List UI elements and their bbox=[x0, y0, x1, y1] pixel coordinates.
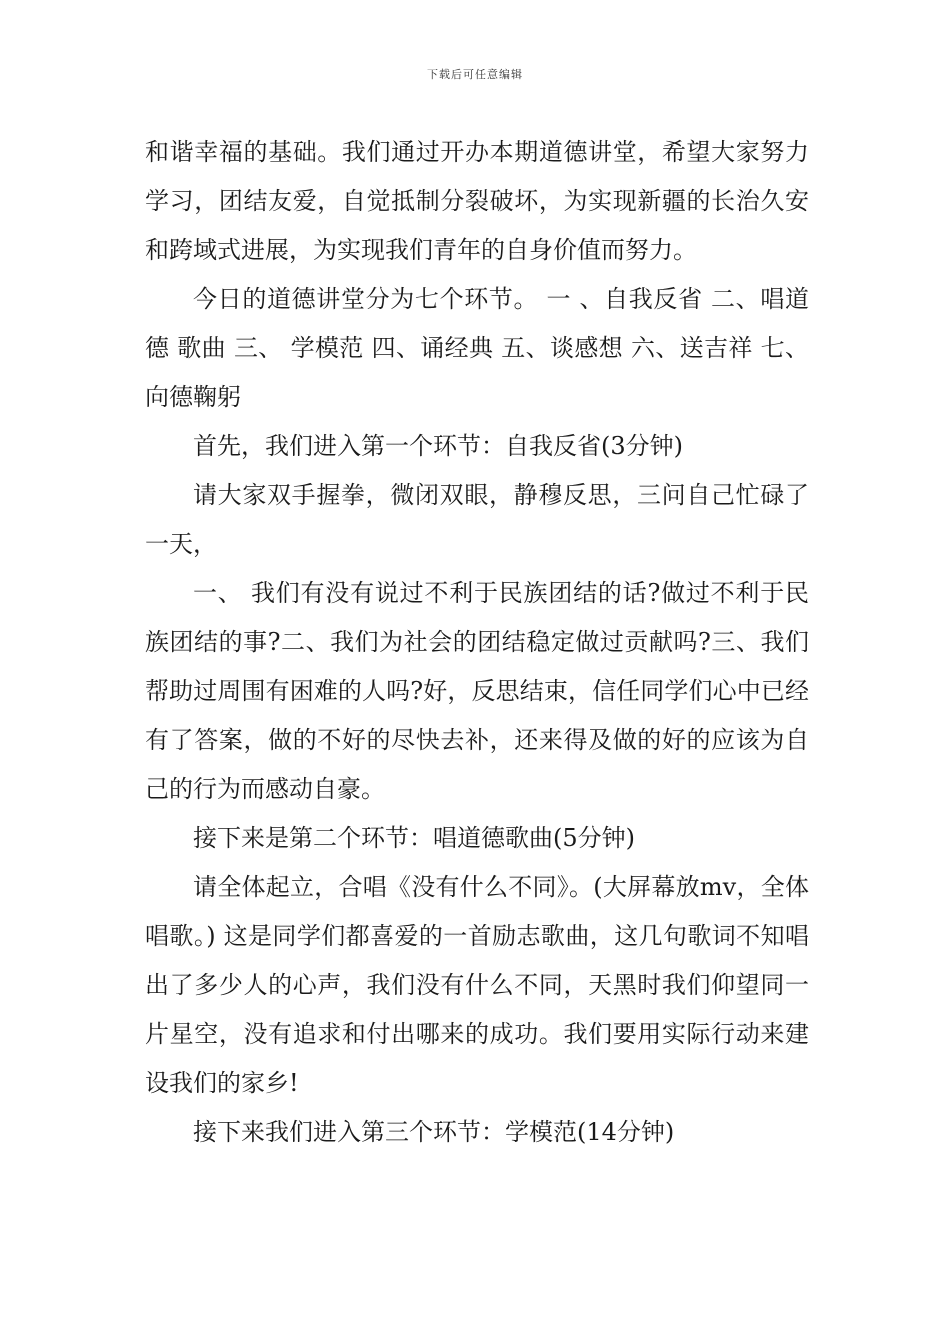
page-header: 下载后可任意编辑 bbox=[427, 68, 523, 81]
document-body bbox=[145, 128, 809, 1157]
paragraph: 接下来我们进入第三个环节：学模范(14分钟) bbox=[193, 1118, 675, 1146]
paragraph: 请全体起立，合唱《没有什么不同》。(大屏幕放mv，全体唱歌。) 这是同学们都喜爱的一首励志歌曲，这几句歌词不知唱出了多少人的心声，我们没有什么不同，天黑时我们仰望同一片星空，没有追求和付出哪来的成功。我们要用实际行动来建设我们的家乡! bbox=[145, 873, 809, 1097]
paragraph: 和谐幸福的基础。我们通过开办本期道德讲堂，希望大家努力学习，团结友爱，自觉抵制分裂破坏，为实现新疆的长治久安和跨域式进展，为实现我们青年的自身价值而努力。 bbox=[145, 138, 809, 264]
paragraph: 请大家双手握拳，微闭双眼，静穆反思，三问自己忙碌了一天， bbox=[145, 481, 809, 558]
paragraph: 今日的道德讲堂分为七个环节。 一 、自我反省 二、唱道德 歌曲 三、 学模范 四、诵经典 五、谈感想 六、送吉祥 七、向德鞠躬 bbox=[145, 285, 809, 411]
paragraph: 接下来是第二个环节：唱道德歌曲(5分钟) bbox=[193, 824, 635, 852]
paragraph: 首先，我们进入第一个环节：自我反省(3分钟) bbox=[193, 432, 683, 460]
paragraph: 一、 我们有没有说过不利于民族团结的话?做过不利于民族团结的事?二、我们为社会的团结稳定做过贡献吗?三、我们帮助过周围有困难的人吗?好，反思结束，信任同学们心中已经有了答案，做的不好的尽快去补，还来得及做的好的应该为自己的行为而感动自豪。 bbox=[145, 579, 809, 803]
